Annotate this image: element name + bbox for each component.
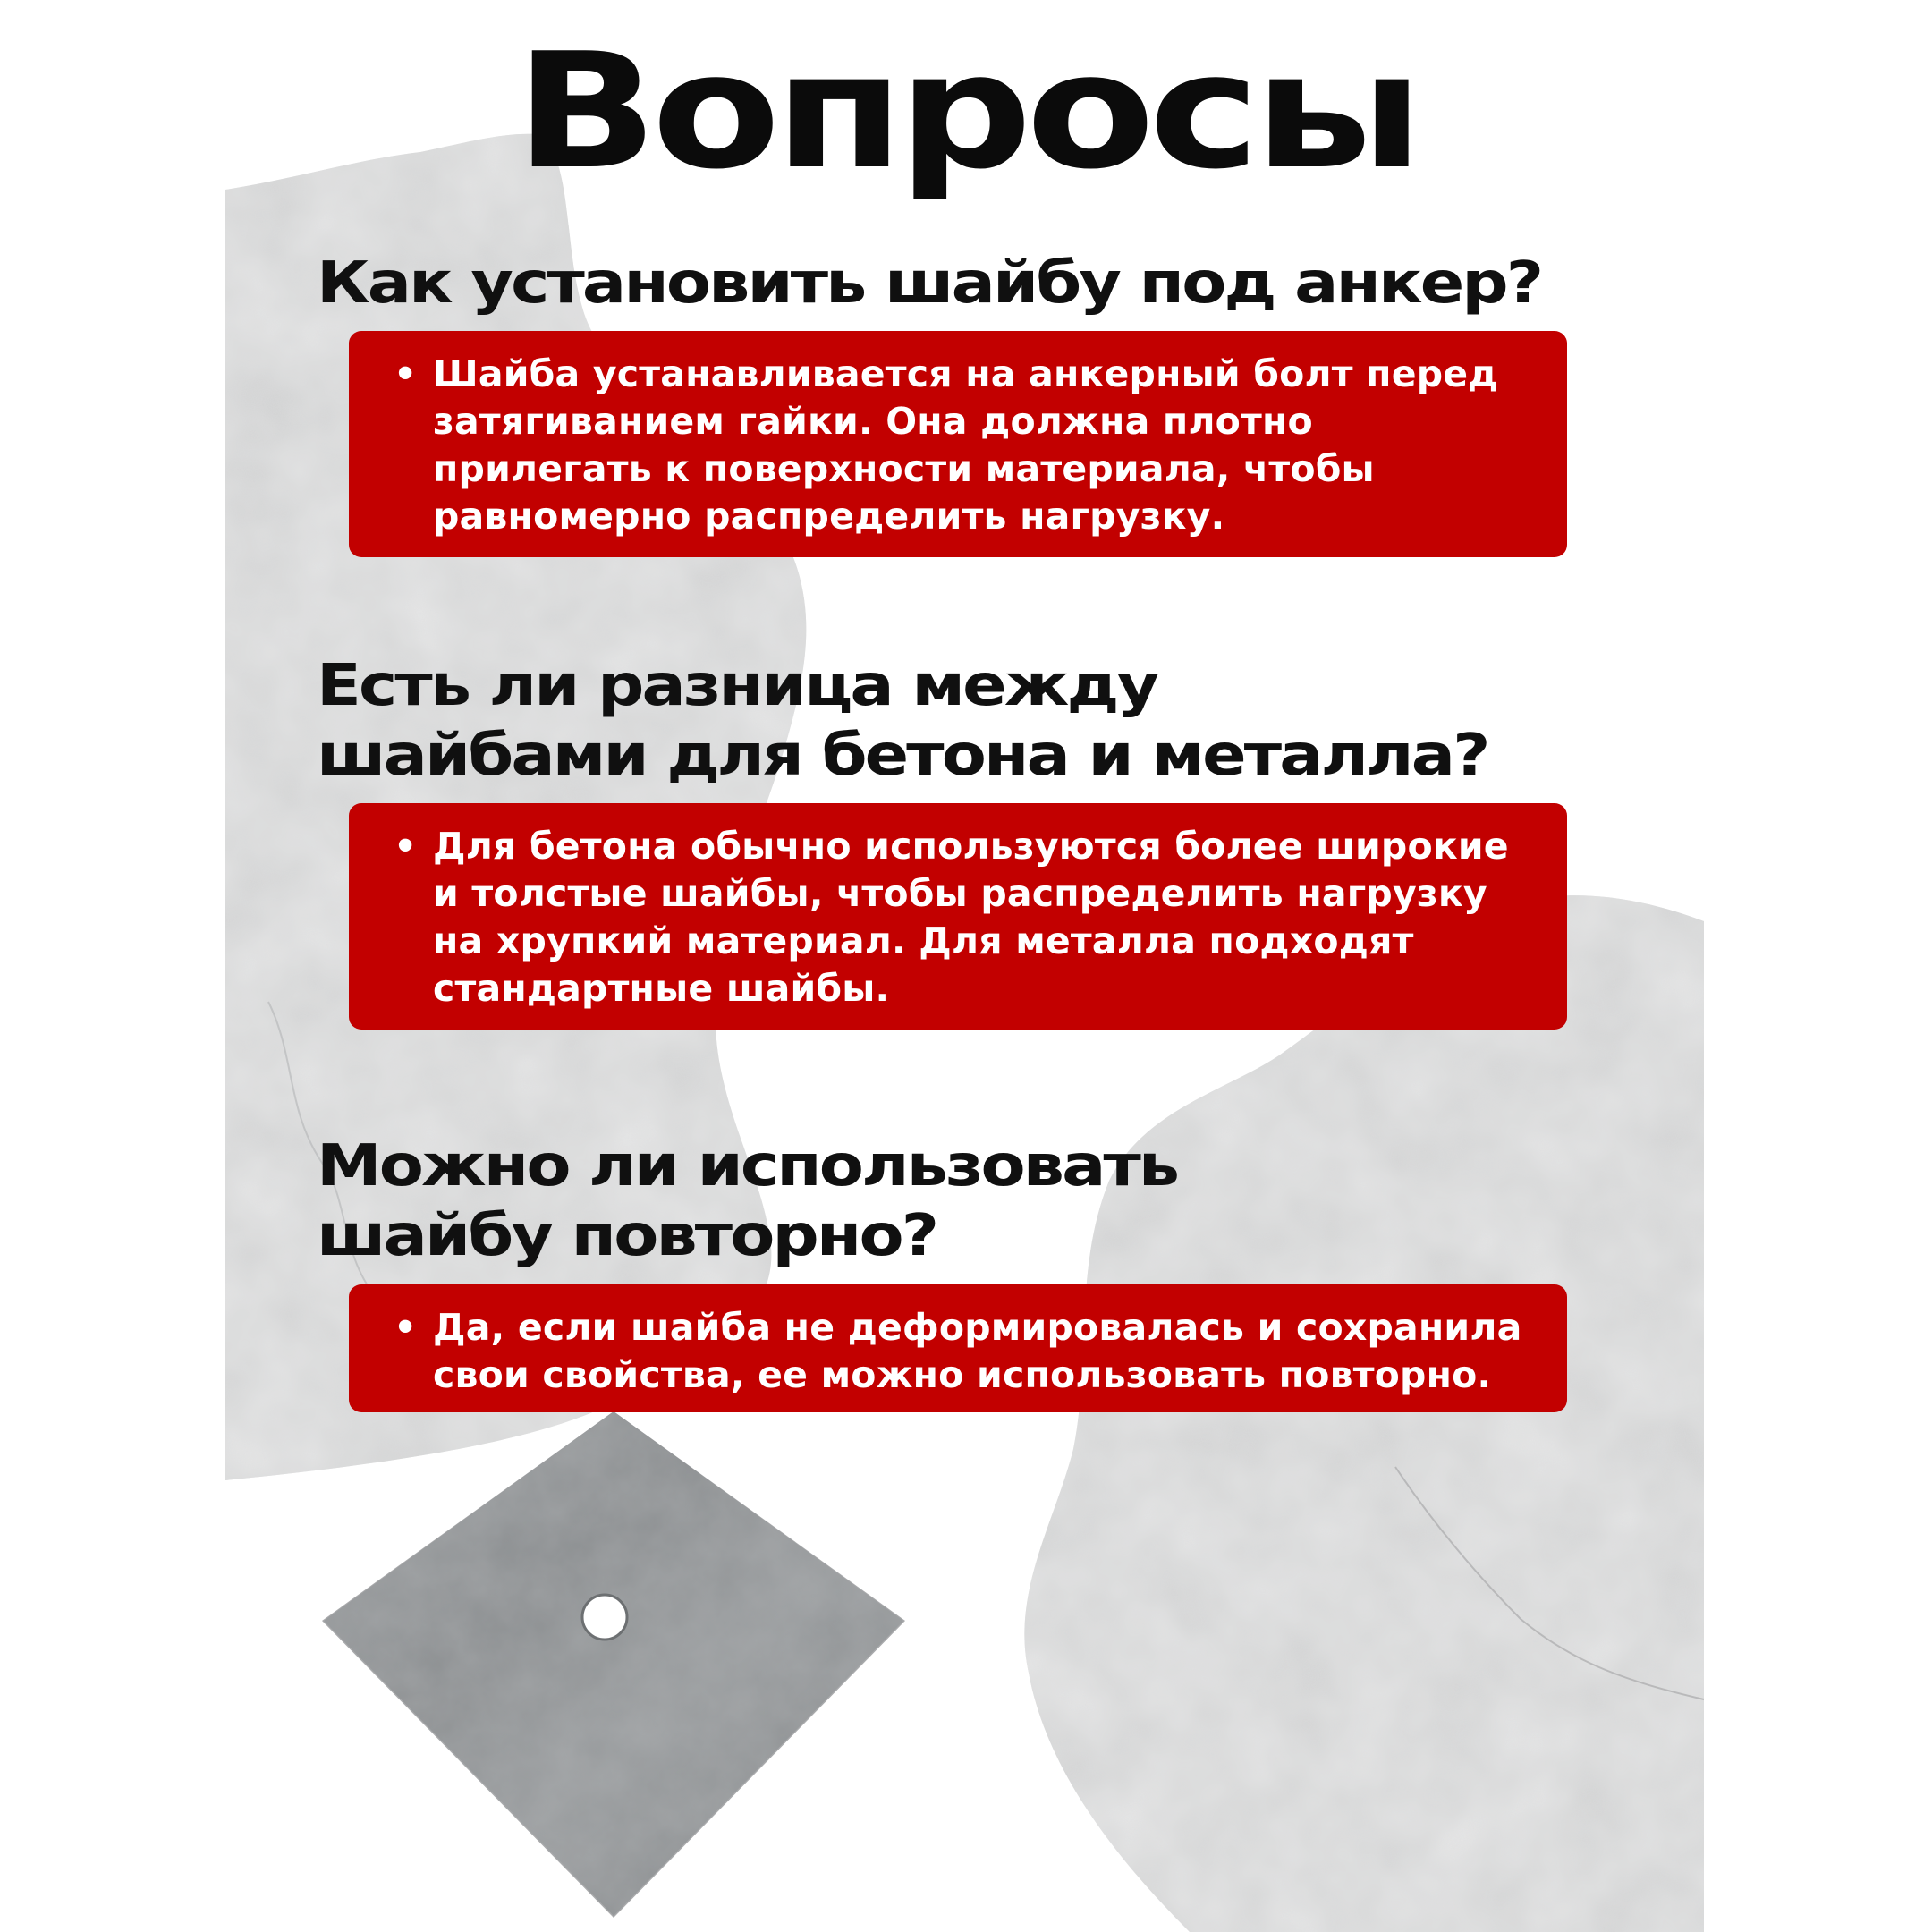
faq-question-line: Есть ли разница между — [317, 653, 1157, 719]
faq-question-2 — [317, 651, 1488, 791]
faq-answer-text: Да, если шайба не деформировалась и сохранила свои свойства, ее можно использовать повторно. — [433, 1306, 1522, 1396]
faq-answer-box-3 — [349, 1284, 1567, 1412]
faq-question-3 — [317, 1131, 1177, 1271]
faq-question-line: Как установить шайбу под анкер? — [317, 250, 1542, 317]
faq-answer-box-2 — [349, 803, 1567, 1030]
faq-question-1 — [317, 249, 1541, 318]
bullet-icon: • — [394, 352, 418, 395]
page-title: Вопросы — [514, 19, 1418, 204]
faq-question-line: шайбами для бетона и металла? — [317, 723, 1488, 789]
faq-answer-text: Шайба устанавливается на анкерный болт перед затягиванием гайки. Она должна плотно прилегать к поверхности материала, чтобы равномерно распределить нагрузку. — [433, 352, 1498, 538]
bullet-icon: • — [394, 1306, 418, 1349]
bullet-icon: • — [394, 825, 418, 868]
faq-answer-1 — [376, 351, 1531, 540]
faq-answer-box-1 — [349, 331, 1567, 557]
faq-answer-3 — [376, 1304, 1531, 1399]
faq-question-line: шайбу повторно? — [317, 1203, 937, 1269]
faq-question-line: Можно ли использовать — [317, 1133, 1178, 1199]
faq-answer-2 — [376, 823, 1531, 1013]
faq-answer-text: Для бетона обычно используются более широкие и толстые шайбы, чтобы распределить нагрузку на хрупкий материал. Для металла подходят стандартные шайбы. — [433, 825, 1509, 1010]
